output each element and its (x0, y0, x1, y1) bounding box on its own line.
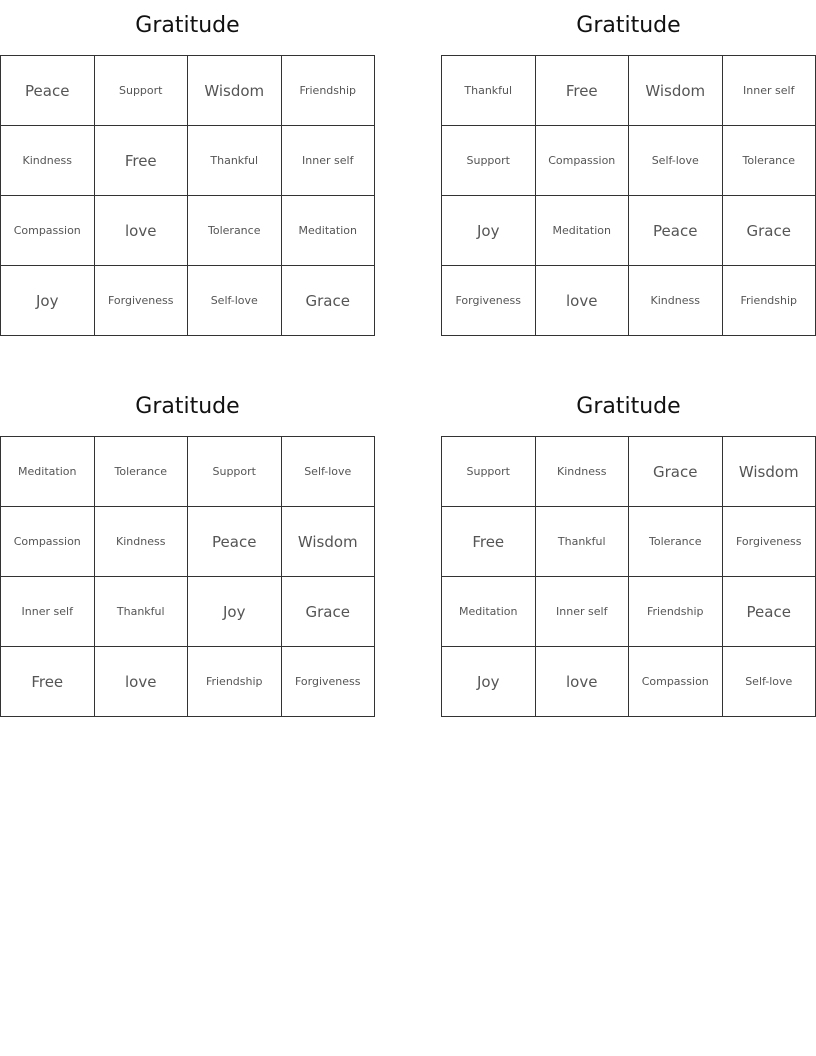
grid-cell: love (536, 647, 630, 717)
grid-cell: Peace (1, 56, 95, 126)
grid-cell: Self-love (282, 437, 376, 507)
grid-cell: Grace (629, 437, 723, 507)
grid-cell: Peace (723, 577, 816, 647)
grid-cell: Free (1, 647, 95, 717)
grid-cell: love (536, 266, 630, 336)
card-title: Gratitude (135, 394, 240, 419)
grid-cell: love (95, 647, 189, 717)
card-title: Gratitude (135, 13, 240, 38)
grid-cell: Forgiveness (282, 647, 376, 717)
grid-cell: Friendship (188, 647, 282, 717)
grid-cell: Free (536, 56, 630, 126)
grid-cell: Joy (442, 647, 536, 717)
grid-cell: Kindness (95, 507, 189, 577)
grid-cell: Friendship (629, 577, 723, 647)
grid-cell: Thankful (95, 577, 189, 647)
grid-cell: Friendship (282, 56, 376, 126)
bingo-grid (0, 436, 375, 717)
grid-cell: Wisdom (629, 56, 723, 126)
grid-cell: Self-love (629, 126, 723, 196)
grid-cell: Compassion (1, 196, 95, 266)
bingo-grid (441, 436, 816, 717)
grid-cell: Meditation (282, 196, 376, 266)
grid-cell: Joy (1, 266, 95, 336)
bingo-grid (0, 55, 375, 336)
grid-cell: Kindness (1, 126, 95, 196)
grid-cell: Support (442, 126, 536, 196)
grid-cell: Inner self (536, 577, 630, 647)
grid-cell: Inner self (723, 56, 816, 126)
grid-cell: Joy (442, 196, 536, 266)
grid-cell: Peace (629, 196, 723, 266)
grid-cell: Tolerance (188, 196, 282, 266)
grid-cell: Inner self (1, 577, 95, 647)
grid-cell: Grace (282, 266, 376, 336)
grid-cell: Self-love (723, 647, 816, 717)
grid-cell: Meditation (1, 437, 95, 507)
grid-cell: Compassion (536, 126, 630, 196)
grid-cell: love (95, 196, 189, 266)
grid-cell: Wisdom (188, 56, 282, 126)
card-title: Gratitude (576, 394, 681, 419)
grid-cell: Thankful (188, 126, 282, 196)
card-title: Gratitude (576, 13, 681, 38)
grid-cell: Forgiveness (442, 266, 536, 336)
grid-cell: Thankful (536, 507, 630, 577)
grid-cell: Thankful (442, 56, 536, 126)
grid-cell: Support (95, 56, 189, 126)
grid-cell: Friendship (723, 266, 816, 336)
grid-cell: Wisdom (723, 437, 816, 507)
grid-cell: Support (442, 437, 536, 507)
grid-cell: Peace (188, 507, 282, 577)
grid-cell: Support (188, 437, 282, 507)
grid-cell: Joy (188, 577, 282, 647)
grid-cell: Grace (282, 577, 376, 647)
bingo-card-2 (441, 0, 816, 336)
grid-cell: Forgiveness (95, 266, 189, 336)
grid-cell: Kindness (536, 437, 630, 507)
bingo-grid (441, 55, 816, 336)
grid-cell: Compassion (1, 507, 95, 577)
bingo-card-4 (441, 381, 816, 717)
grid-cell: Tolerance (629, 507, 723, 577)
grid-cell: Tolerance (95, 437, 189, 507)
grid-cell: Inner self (282, 126, 376, 196)
grid-cell: Grace (723, 196, 816, 266)
grid-cell: Free (95, 126, 189, 196)
grid-cell: Meditation (442, 577, 536, 647)
grid-cell: Self-love (188, 266, 282, 336)
grid-cell: Meditation (536, 196, 630, 266)
grid-cell: Kindness (629, 266, 723, 336)
grid-cell: Wisdom (282, 507, 376, 577)
grid-cell: Compassion (629, 647, 723, 717)
grid-cell: Forgiveness (723, 507, 816, 577)
grid-cell: Tolerance (723, 126, 816, 196)
bingo-card-3 (0, 381, 375, 717)
bingo-card-1 (0, 0, 375, 336)
grid-cell: Free (442, 507, 536, 577)
